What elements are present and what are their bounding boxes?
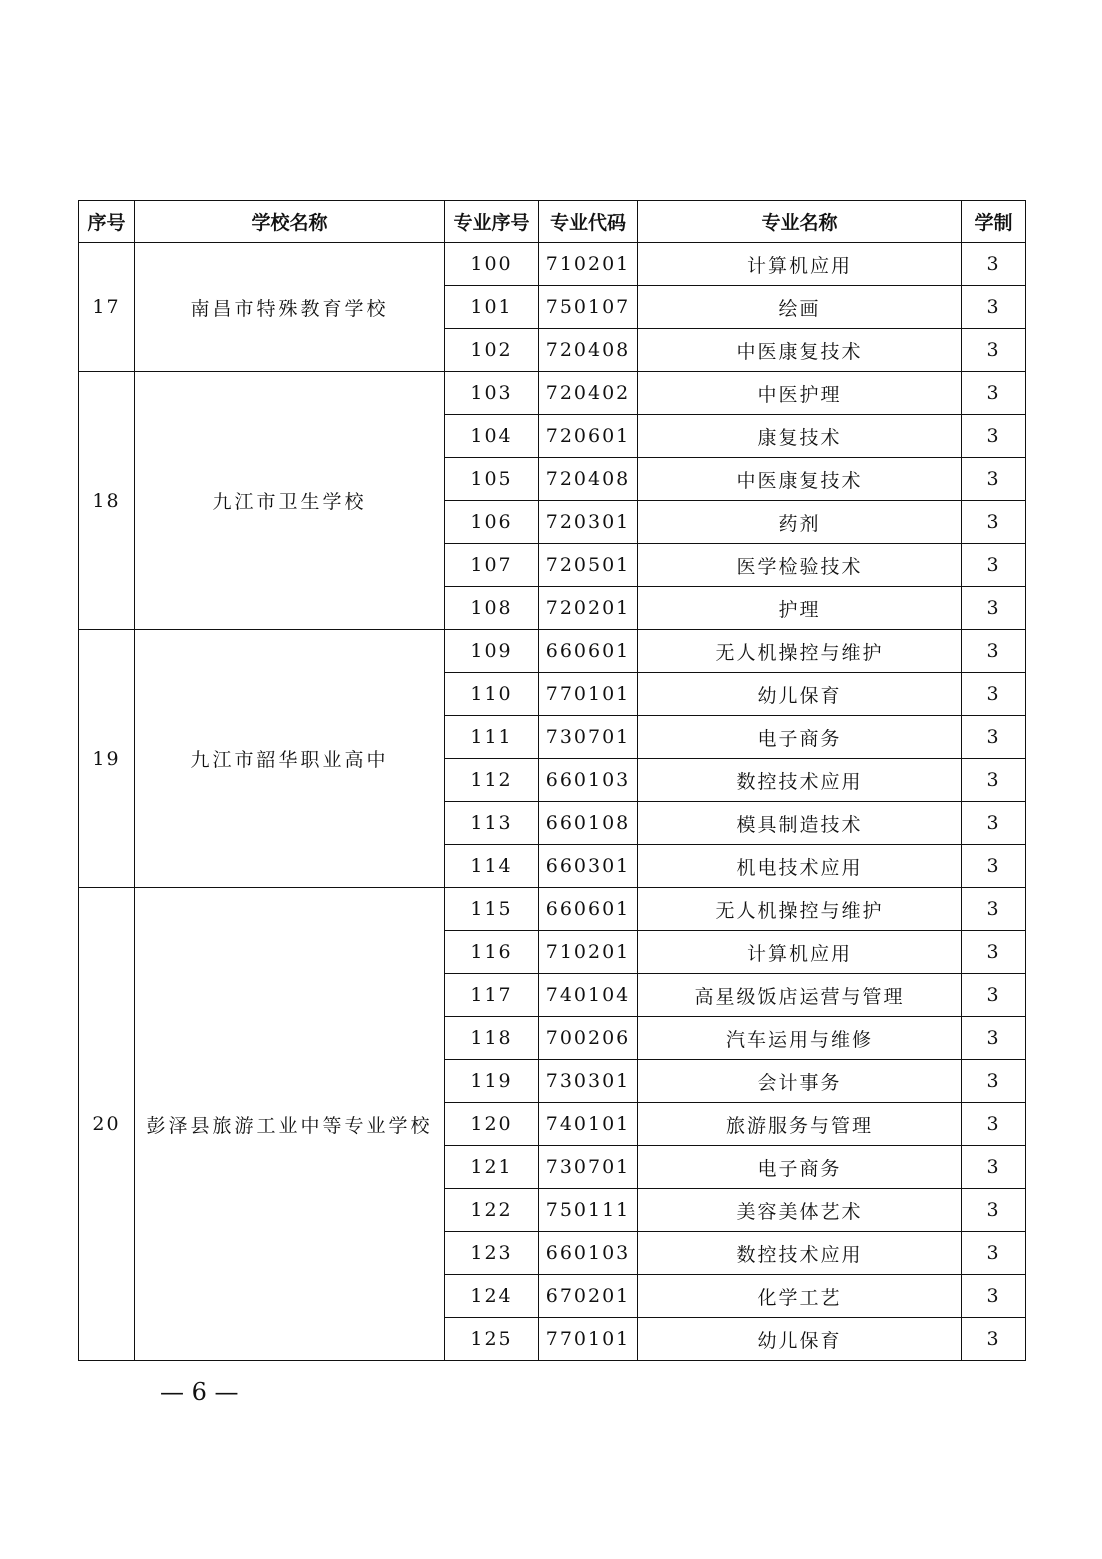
duration-cell: 3	[962, 1146, 1026, 1189]
major-name-cell: 高星级饭店运营与管理	[638, 974, 962, 1017]
header-major-code: 专业代码	[539, 201, 638, 243]
major-code-cell: 750111	[539, 1189, 638, 1232]
table-row	[79, 243, 1026, 286]
duration-cell: 3	[962, 630, 1026, 673]
header-serial: 序号	[79, 201, 135, 243]
major-code-cell: 730701	[539, 1146, 638, 1189]
major-name-cell: 旅游服务与管理	[638, 1103, 962, 1146]
major-code-cell: 720408	[539, 329, 638, 372]
duration-cell: 3	[962, 845, 1026, 888]
header-major-name: 专业名称	[638, 201, 962, 243]
schools-majors-table	[78, 200, 1026, 1361]
major-serial-cell: 124	[445, 1275, 539, 1318]
major-serial-cell: 118	[445, 1017, 539, 1060]
major-name-cell: 无人机操控与维护	[638, 630, 962, 673]
duration-cell: 3	[962, 1189, 1026, 1232]
major-code-cell: 660301	[539, 845, 638, 888]
major-serial-cell: 103	[445, 372, 539, 415]
major-code-cell: 720301	[539, 501, 638, 544]
major-code-cell: 660601	[539, 888, 638, 931]
major-serial-cell: 110	[445, 673, 539, 716]
duration-cell: 3	[962, 1232, 1026, 1275]
school-name-cell: 南昌市特殊教育学校	[135, 243, 445, 372]
major-serial-cell: 104	[445, 415, 539, 458]
duration-cell: 3	[962, 286, 1026, 329]
major-serial-cell: 123	[445, 1232, 539, 1275]
duration-cell: 3	[962, 1275, 1026, 1318]
major-name-cell: 电子商务	[638, 716, 962, 759]
major-serial-cell: 105	[445, 458, 539, 501]
duration-cell: 3	[962, 329, 1026, 372]
major-code-cell: 720402	[539, 372, 638, 415]
school-name-cell: 九江市韶华职业高中	[135, 630, 445, 888]
duration-cell: 3	[962, 372, 1026, 415]
school-name-cell: 彭泽县旅游工业中等专业学校	[135, 888, 445, 1361]
major-name-cell: 机电技术应用	[638, 845, 962, 888]
major-serial-cell: 109	[445, 630, 539, 673]
school-serial-cell: 19	[79, 630, 135, 888]
major-name-cell: 中医康复技术	[638, 458, 962, 501]
major-serial-cell: 108	[445, 587, 539, 630]
major-name-cell: 电子商务	[638, 1146, 962, 1189]
major-name-cell: 幼儿保育	[638, 673, 962, 716]
duration-cell: 3	[962, 415, 1026, 458]
major-code-cell: 720201	[539, 587, 638, 630]
major-serial-cell: 113	[445, 802, 539, 845]
major-name-cell: 医学检验技术	[638, 544, 962, 587]
page-number: — 6 —	[160, 1378, 239, 1406]
major-name-cell: 药剂	[638, 501, 962, 544]
major-serial-cell: 111	[445, 716, 539, 759]
major-code-cell: 710201	[539, 243, 638, 286]
major-serial-cell: 121	[445, 1146, 539, 1189]
duration-cell: 3	[962, 1060, 1026, 1103]
major-name-cell: 数控技术应用	[638, 1232, 962, 1275]
major-serial-cell: 120	[445, 1103, 539, 1146]
header-row	[79, 201, 1026, 243]
major-serial-cell: 115	[445, 888, 539, 931]
major-name-cell: 计算机应用	[638, 931, 962, 974]
duration-cell: 3	[962, 458, 1026, 501]
major-name-cell: 汽车运用与维修	[638, 1017, 962, 1060]
major-name-cell: 绘画	[638, 286, 962, 329]
major-code-cell: 730301	[539, 1060, 638, 1103]
major-code-cell: 740104	[539, 974, 638, 1017]
table-row	[79, 630, 1026, 673]
duration-cell: 3	[962, 673, 1026, 716]
major-serial-cell: 100	[445, 243, 539, 286]
major-serial-cell: 106	[445, 501, 539, 544]
major-serial-cell: 117	[445, 974, 539, 1017]
major-code-cell: 710201	[539, 931, 638, 974]
major-name-cell: 幼儿保育	[638, 1318, 962, 1361]
major-name-cell: 美容美体艺术	[638, 1189, 962, 1232]
header-major-serial: 专业序号	[445, 201, 539, 243]
duration-cell: 3	[962, 243, 1026, 286]
major-serial-cell: 112	[445, 759, 539, 802]
major-name-cell: 中医护理	[638, 372, 962, 415]
major-name-cell: 化学工艺	[638, 1275, 962, 1318]
duration-cell: 3	[962, 1318, 1026, 1361]
table-row	[79, 888, 1026, 931]
duration-cell: 3	[962, 931, 1026, 974]
school-serial-cell: 20	[79, 888, 135, 1361]
major-code-cell: 720408	[539, 458, 638, 501]
duration-cell: 3	[962, 716, 1026, 759]
major-code-cell: 740101	[539, 1103, 638, 1146]
major-name-cell: 护理	[638, 587, 962, 630]
duration-cell: 3	[962, 544, 1026, 587]
major-code-cell: 660108	[539, 802, 638, 845]
major-name-cell: 康复技术	[638, 415, 962, 458]
header-school-name: 学校名称	[135, 201, 445, 243]
major-serial-cell: 114	[445, 845, 539, 888]
major-name-cell: 模具制造技术	[638, 802, 962, 845]
major-code-cell: 770101	[539, 1318, 638, 1361]
major-serial-cell: 101	[445, 286, 539, 329]
major-name-cell: 无人机操控与维护	[638, 888, 962, 931]
header-duration: 学制	[962, 201, 1026, 243]
duration-cell: 3	[962, 1017, 1026, 1060]
major-serial-cell: 122	[445, 1189, 539, 1232]
major-code-cell: 720601	[539, 415, 638, 458]
duration-cell: 3	[962, 759, 1026, 802]
major-code-cell: 730701	[539, 716, 638, 759]
major-code-cell: 660601	[539, 630, 638, 673]
major-name-cell: 中医康复技术	[638, 329, 962, 372]
major-name-cell: 数控技术应用	[638, 759, 962, 802]
table-body	[79, 243, 1026, 1361]
duration-cell: 3	[962, 587, 1026, 630]
duration-cell: 3	[962, 802, 1026, 845]
school-name-cell: 九江市卫生学校	[135, 372, 445, 630]
major-code-cell: 720501	[539, 544, 638, 587]
major-code-cell: 660103	[539, 759, 638, 802]
major-code-cell: 700206	[539, 1017, 638, 1060]
major-serial-cell: 102	[445, 329, 539, 372]
table-row	[79, 372, 1026, 415]
duration-cell: 3	[962, 974, 1026, 1017]
major-code-cell: 670201	[539, 1275, 638, 1318]
school-serial-cell: 17	[79, 243, 135, 372]
major-code-cell: 660103	[539, 1232, 638, 1275]
major-code-cell: 750107	[539, 286, 638, 329]
major-serial-cell: 125	[445, 1318, 539, 1361]
major-name-cell: 计算机应用	[638, 243, 962, 286]
major-code-cell: 770101	[539, 673, 638, 716]
major-serial-cell: 119	[445, 1060, 539, 1103]
school-serial-cell: 18	[79, 372, 135, 630]
major-name-cell: 会计事务	[638, 1060, 962, 1103]
duration-cell: 3	[962, 501, 1026, 544]
duration-cell: 3	[962, 888, 1026, 931]
duration-cell: 3	[962, 1103, 1026, 1146]
major-serial-cell: 116	[445, 931, 539, 974]
major-serial-cell: 107	[445, 544, 539, 587]
